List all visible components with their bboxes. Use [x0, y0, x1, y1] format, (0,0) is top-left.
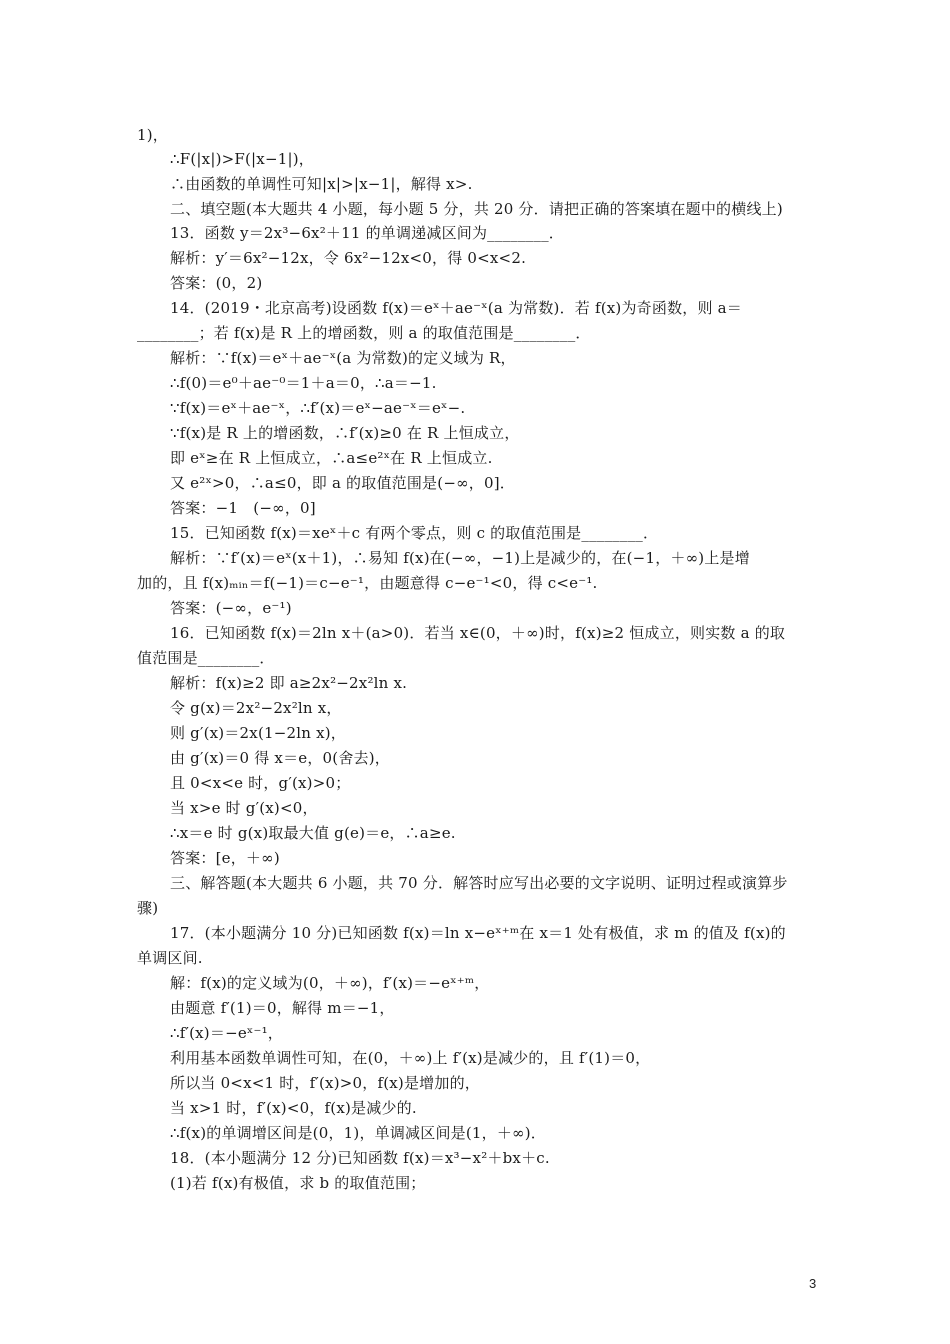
- text-line: 15．已知函数 f(x)＝xeˣ＋c 有两个零点，则 c 的取值范围是________．: [170, 524, 659, 542]
- text-line: 则 g′(x)＝2x(1−2ln x)，: [170, 724, 346, 742]
- text-line: ∴x＝e 时 g(x)取最大值 g(e)＝e，∴a≥e.: [170, 824, 456, 842]
- text-line: 答案：−1 (−∞，0]: [170, 499, 316, 517]
- text-line: 13．函数 y＝2x³−6x²＋11 的单调递减区间为________．: [170, 224, 564, 242]
- text-line: 所以当 0<x<1 时，f′(x)>0，f(x)是增加的，: [170, 1074, 480, 1092]
- text-line: 解析：y′＝6x²−12x，令 6x²−12x<0，得 0<x<2.: [170, 249, 527, 267]
- text-line: 解析：∵f′(x)＝eˣ(x＋1)，∴易知 f(x)在(−∞，−1)上是减少的，在(−1，＋∞)上是增: [170, 549, 750, 567]
- text-line: 又 e²ˣ>0，∴a≤0，即 a 的取值范围是(−∞，0]．: [170, 474, 515, 492]
- text-line: 当 x>1 时，f′(x)<0，f(x)是减少的.: [170, 1099, 417, 1117]
- text-line: 17．(本小题满分 10 分)已知函数 f(x)＝ln x−eˣ⁺ᵐ在 x＝1 处有极值，求 m 的值及 f(x)的: [170, 924, 786, 942]
- text-line: 利用基本函数单调性可知，在(0，＋∞)上 f′(x)是减少的，且 f′(1)＝0，: [170, 1049, 651, 1067]
- text-line: 18．(本小题满分 12 分)已知函数 f(x)＝x³−x²＋bx＋c.: [170, 1149, 550, 1167]
- text-line: 答案：(−∞，e⁻¹): [170, 599, 292, 617]
- text-line: 由 g′(x)＝0 得 x＝e，0(舍去)，: [170, 749, 391, 767]
- text-line: 值范围是________．: [137, 649, 275, 667]
- text-line: 且 0<x<e 时，g′(x)>0；: [170, 774, 351, 792]
- text-line: 令 g(x)＝2x²−2x²ln x，: [170, 699, 342, 717]
- text-line: ∴F(|x|)>F(|x−1|)，: [170, 150, 314, 168]
- text-line: 三、解答题(本大题共 6 小题，共 70 分．解答时应写出必要的文字说明、证明过程或演算步: [170, 874, 788, 892]
- text-line: 答案：(0，2): [170, 274, 263, 292]
- text-line: ∴f(x)的单调增区间是(0，1)，单调减区间是(1，＋∞)．: [170, 1124, 546, 1142]
- text-line: 由题意 f′(1)＝0，解得 m＝−1，: [170, 999, 395, 1017]
- text-line: ∴由函数的单调性可知|x|>|x−1|，解得 x>.: [170, 175, 473, 193]
- text-line: 即 eˣ≥在 R 上恒成立，∴a≤e²ˣ在 R 上恒成立.: [170, 449, 493, 467]
- text-line: ∴f(0)＝e⁰＋ae⁻⁰＝1＋a＝0，∴a＝−1.: [170, 374, 437, 392]
- text-line: 1)，: [137, 126, 168, 144]
- text-line: ∵f(x)是 R 上的增函数，∴f′(x)≥0 在 R 上恒成立，: [170, 424, 520, 442]
- text-line: 骤): [137, 899, 159, 917]
- text-line: ________；若 f(x)是 R 上的增函数，则 a 的取值范围是________．: [137, 324, 591, 342]
- text-line: 解：f(x)的定义域为(0，＋∞)，f′(x)＝−eˣ⁺ᵐ，: [170, 974, 490, 992]
- text-line: 解析：f(x)≥2 即 a≥2x²−2x²ln x.: [170, 674, 408, 692]
- text-line: ∴f′(x)＝−eˣ⁻¹，: [170, 1024, 283, 1042]
- text-line: 14．(2019・北京高考)设函数 f(x)＝eˣ＋ae⁻ˣ(a 为常数)．若 f(x)为奇函数，则 a＝: [170, 299, 742, 317]
- text-line: 16．已知函数 f(x)＝2ln x＋(a>0)．若当 x∈(0，＋∞)时，f(x)≥2 恒成立，则实数 a 的取: [170, 624, 786, 642]
- text-line: 加的，且 f(x)ₘᵢₙ＝f(−1)＝c−e⁻¹，由题意得 c−e⁻¹<0，得 c<e⁻¹.: [137, 574, 598, 592]
- text-line: (1)若 f(x)有极值，求 b 的取值范围；: [170, 1174, 426, 1192]
- text-line: ∵f(x)＝eˣ＋ae⁻ˣ，∴f′(x)＝eˣ−ae⁻ˣ＝eˣ−.: [170, 399, 466, 417]
- text-line: 当 x>e 时 g′(x)<0，: [170, 799, 318, 817]
- text-line: 单调区间.: [137, 949, 203, 967]
- text-line: 解析：∵f(x)＝eˣ＋ae⁻ˣ(a 为常数)的定义域为 R，: [170, 349, 516, 367]
- text-line: 二、填空题(本大题共 4 小题，每小题 5 分，共 20 分．请把正确的答案填在题中的横线上): [170, 200, 783, 218]
- page-number: 3: [809, 1276, 817, 1291]
- text-line: 答案：[e，＋∞): [170, 849, 280, 867]
